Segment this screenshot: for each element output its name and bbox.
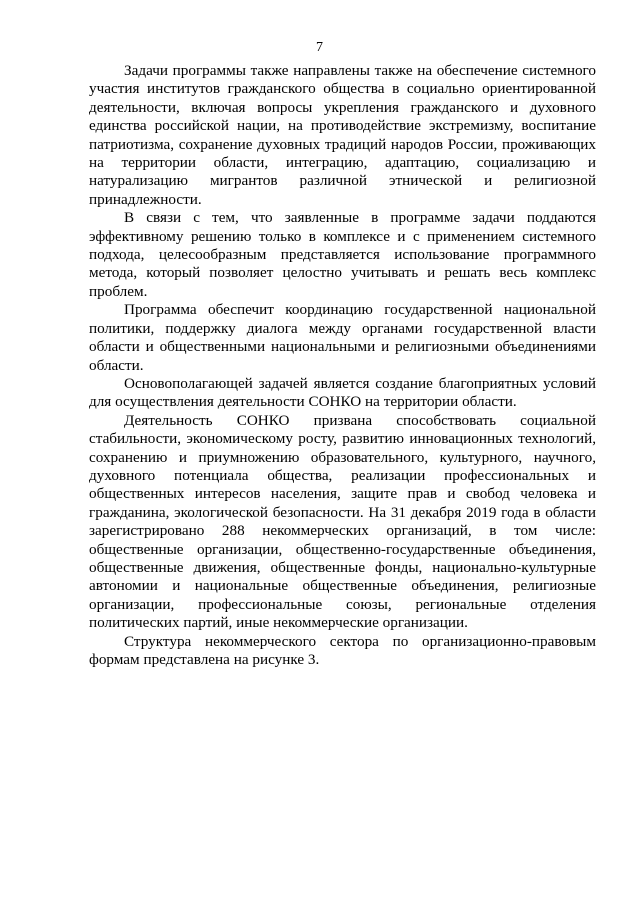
- paragraph: Структура некоммерческого сектора по организационно-правовым формам представлена на рисунке 3.: [89, 632, 596, 668]
- page-number: 7: [316, 40, 323, 55]
- paragraph: Задачи программы также направлены также на обеспечение системного участия институтов гражданского общества в социально ориентированной деятельности, включая вопросы укрепления гражданского и духовного единства российской нации, на противодействие экстремизму, воспитание патриотизма, сохранение духовных традиций народов России, проживающих на территории области, интеграцию, адаптацию, социализацию и натурализацию мигрантов различной этнической и религиозной принадлежности.: [89, 62, 596, 208]
- paragraph: Программа обеспечит координацию государственной национальной политики, поддержку диалога между органами государственной власти области и общественными национальными и религиозными объединениями области.: [89, 301, 596, 374]
- paragraph: Основополагающей задачей является создание благоприятных условий для осуществления деятельности СОНКО на территории области.: [89, 374, 596, 411]
- paragraph: Деятельность СОНКО призвана способствовать социальной стабильности, экономическому росту, развитию инновационных технологий, сохранению и приумножению образовательного, культурного, научного, духовного потенциала общества, реализации профессиональных и общественных интересов населения, защите прав и свобод человека и гражданина, экологической безопасности. На 31 декабря 2019 года в области зарегистрировано 288 некоммерческих организаций, в том числе: общественные организации, общественно-государственные объединения, общественные движения, общественные фонды, национально-культурные автономии и национальные общественные объединения, религиозные организации, профессиональные союзы, региональные отделения политических партий, иные некоммерческие организации.: [89, 411, 596, 632]
- document-body: [89, 62, 596, 669]
- paragraph: В связи с тем, что заявленные в программе задачи поддаются эффективному решению только в комплексе и с применением системного подхода, целесообразным представляется использование программного метода, который позволяет целостно учитывать и решать весь комплекс проблем.: [89, 209, 596, 300]
